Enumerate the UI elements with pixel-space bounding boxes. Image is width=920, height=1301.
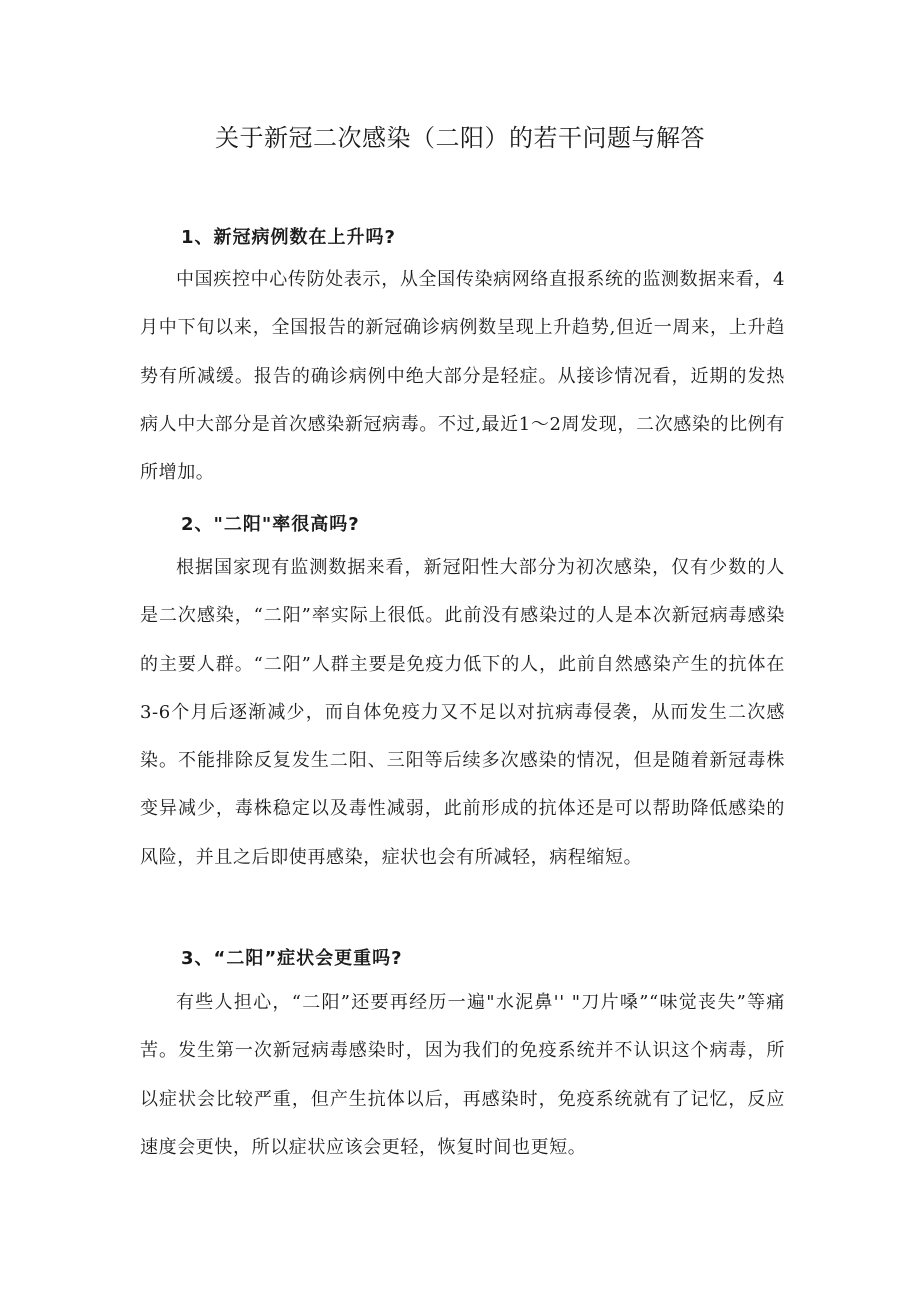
section-heading: 3、“二阳”症状会更重吗? bbox=[181, 948, 403, 969]
section-heading: 1、新冠病例数在上升吗? bbox=[181, 227, 396, 248]
section-heading: 2、"二阳"率很高吗? bbox=[181, 514, 360, 535]
section-paragraph: 中国疾控中心传防处表示，从全国传染病网络直报系统的监测数据来看，4月中下旬以来，全国报告的新冠确诊病例数呈现上升趋势,但近一周来，上升趋势有所减缓。报告的确诊病例中绝大部分是轻症。从接诊情况看，近期的发热病人中大部分是首次感染新冠病毒。不过,最近1～2周发现，二次感染的比例有所增加。 bbox=[140, 269, 785, 484]
section-paragraph: 有些人担心，“二阳”还要再经历一遍"水泥鼻'' "刀片嗓”“味觉丧失”等痛苦。发生第一次新冠病毒感染时，因为我们的免疫系统并不认识这个病毒，所以症状会比较严重，但产生抗体以后，再感染时，免疫系统就有了记忆，反应速度会更快，所以症状应该会更轻，恢复时间也更短。 bbox=[140, 992, 785, 1158]
document-title: 关于新冠二次感染（二阳）的若干问题与解答 bbox=[215, 124, 705, 152]
section-paragraph: 根据国家现有监测数据来看，新冠阳性大部分为初次感染，仅有少数的人是二次感染，“二阳”率实际上很低。此前没有感染过的人是本次新冠病毒感染的主要人群。“二阳”人群主要是免疫力低下的人，此前自然感染产生的抗体在3-6个月后逐渐减少，而自体免疫力又不足以对抗病毒侵袭，从而发生二次感染。不能排除反复发生二阳、三阳等后续多次感染的情况，但是随着新冠毒株变异减少，毒株稳定以及毒性减弱，此前形成的抗体还是可以帮助降低感染的风险，并且之后即使再感染，症状也会有所减轻，病程缩短。 bbox=[140, 557, 785, 868]
